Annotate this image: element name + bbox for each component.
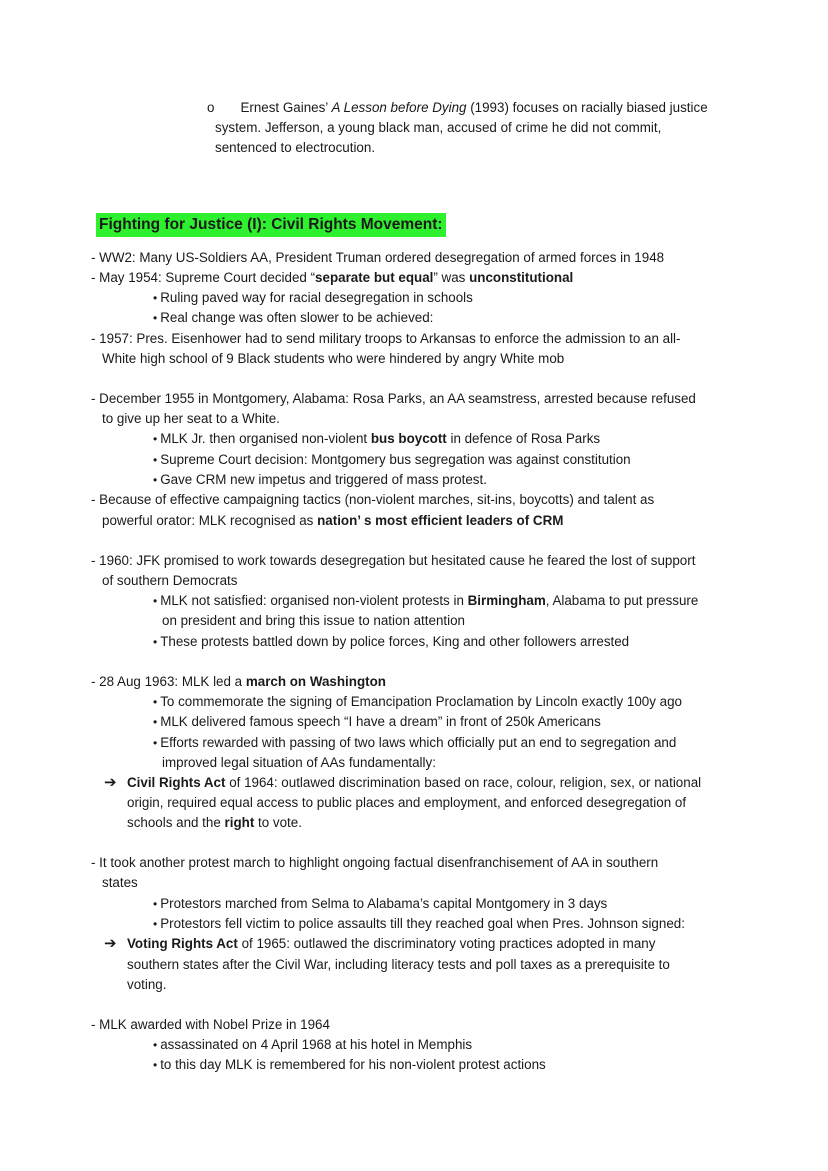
dec-1955-line-2: to give up her seat to a White. [102,411,280,426]
bullet-item: • These protests battled down by police forces, King and other followers arrested [153,634,630,649]
bullet-item: • Efforts rewarded with passing of two laws which officially put an end to segregation and [153,735,677,750]
bullet-item: • to this day MLK is remembered for his non-violent protest actions [153,1057,546,1072]
1957-line-1: - 1957: Pres. Eisenhower had to send military troops to Arkansas to enforce the admission to an all- [91,331,681,346]
bullet-item: • Ruling paved way for racial desegregation in schools [153,290,473,305]
bullet-item: • Supreme Court decision: Montgomery bus segregation was against constitution [153,452,631,467]
bullet-item: • To commemorate the signing of Emancipation Proclamation by Lincoln exactly 100y ago [153,694,682,709]
arrow-right-icon: ➔ [104,774,117,791]
because-line-1: - Because of effective campaigning tactics (non-violent marches, sit-ins, boycotts) and talent as [91,492,655,507]
bullet-item: • Protestors marched from Selma to Alabama’s capital Montgomery in 3 days [153,896,608,911]
protest-march-line-1: - It took another protest march to highlight ongoing factual disenfranchisement of AA in southern [91,855,659,870]
voting-rights-act-line-1: Voting Rights Act of 1965: outlawed the discriminatory voting practices adopted in many [127,936,656,951]
1960-line-1: - 1960: JFK promised to work towards desegregation but hesitated cause he feared the lost of support [91,553,696,568]
aug-1963-line: - 28 Aug 1963: MLK led a march on Washington [91,674,386,689]
intro-line-1: o Ernest Gaines’ A Lesson before Dying (1993) focuses on racially biased justice [207,100,708,115]
intro-line-3: sentenced to electrocution. [215,140,376,155]
1960-line-2: of southern Democrats [102,573,238,588]
bullet-item: • Gave CRM new impetus and triggered of mass protest. [153,472,487,487]
civil-rights-act-line-2: origin, required equal access to public places and employment, and enforced desegregation of [127,795,687,810]
bullet-item: • MLK delivered famous speech “I have a dream” in front of 250k Americans [153,714,601,729]
list-marker: o [207,100,215,115]
dec-1955-line-1: - December 1955 in Montgomery, Alabama: Rosa Parks, an AA seamstress, arrested because refused [91,391,696,406]
bullet-continuation: on president and bring this issue to nation attention [162,613,465,628]
bullet-item: • MLK not satisfied: organised non-violent protests in Birmingham, Alabama to put pressure [153,593,699,608]
intro-line-2: system. Jefferson, a young black man, accused of crime he did not commit, [215,120,662,135]
bullet-continuation: improved legal situation of AAs fundamentally: [162,755,436,770]
ww2-line: - WW2: Many US-Soldiers AA, President Truman ordered desegregation of armed forces in 1948 [91,250,665,265]
section-heading: Fighting for Justice (I): Civil Rights Movement: [96,213,446,237]
voting-rights-act-line-2: southern states after the Civil War, including literacy tests and poll taxes as a prerequisite to [127,957,670,972]
arrow-right-icon: ➔ [104,935,117,952]
because-line-2: powerful orator: MLK recognised as nation’ s most efficient leaders of CRM [102,513,564,528]
civil-rights-act-line-1: Civil Rights Act of 1964: outlawed discrimination based on race, colour, religion, sex, or national [127,775,702,790]
protest-march-line-2: states [102,875,138,890]
may-1954-line: - May 1954: Supreme Court decided “separate but equal” was unconstitutional [91,270,574,285]
voting-rights-act-line-3: voting. [127,977,167,992]
bullet-item: • MLK Jr. then organised non-violent bus boycott in defence of Rosa Parks [153,431,601,446]
bullet-item: • Protestors fell victim to police assaults till they reached goal when Pres. Johnson signed: [153,916,685,931]
bullet-item: • assassinated on 4 April 1968 at his hotel in Memphis [153,1037,473,1052]
1957-line-2: White high school of 9 Black students who were hindered by angry White mob [102,351,565,366]
civil-rights-act-line-3: schools and the right to vote. [127,815,302,830]
book-title: A Lesson before Dying [331,100,467,115]
bullet-item: • Real change was often slower to be achieved: [153,310,434,325]
nobel-prize-line: - MLK awarded with Nobel Prize in 1964 [91,1017,330,1032]
